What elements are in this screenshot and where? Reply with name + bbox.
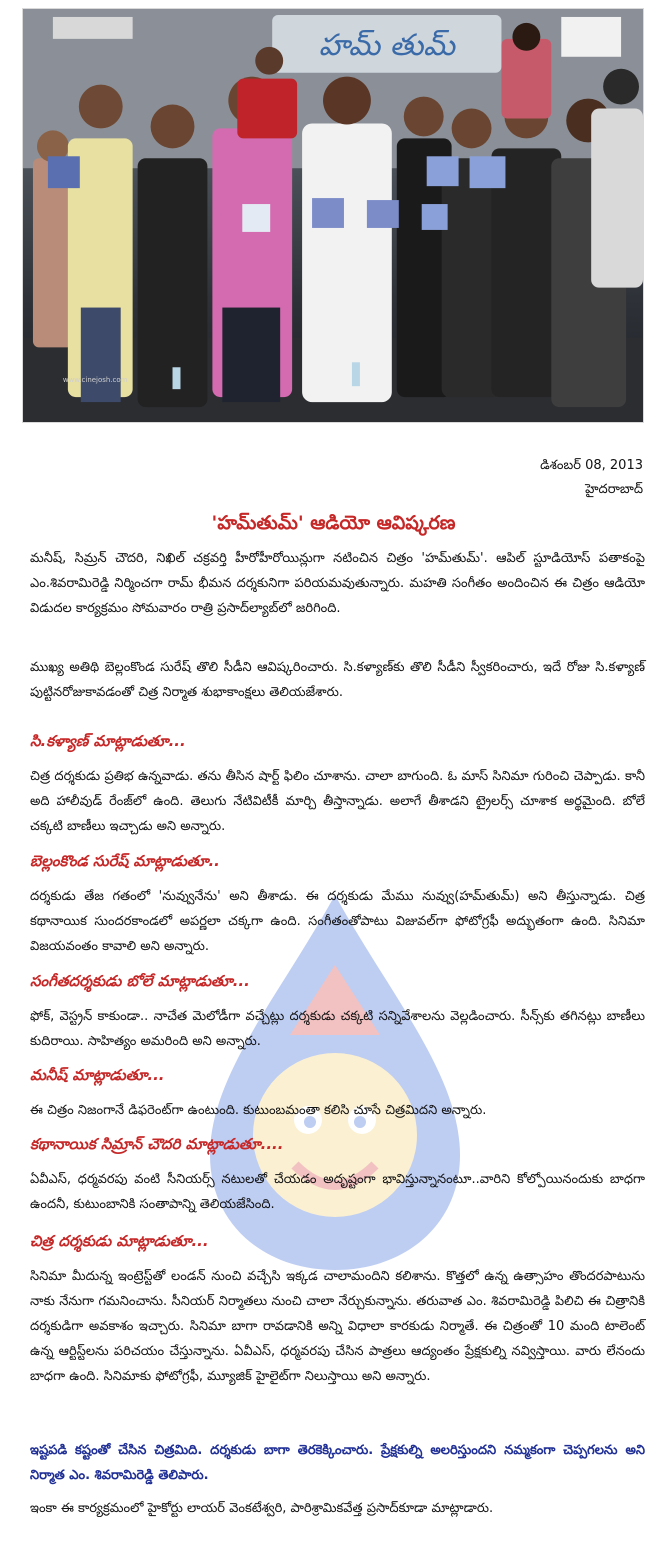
photo-watermark: www.cinejosh.com (62, 376, 128, 385)
banner-title: హమ్ తుమ్ (318, 27, 455, 63)
section-text-heroine: ఏవీఎస్, ధర్మవరపు వంటి సీనియర్స్ నటులతో చేయడం అదృష్టంగా భావిస్తున్నానంటూ..వారిని కోల్పోయినందుకు బాధగా ఉందనీ, కుటుంబానికి సంతాపాన్ని తెలియజేసింది. (30, 1172, 645, 1212)
section-text-c-kalyan: చిత్ర దర్శకుడు ప్రతిభ ఉన్నవాడు. తను తీసిన షార్ట్ ఫిలిం చూశాను. చాలా బాగుంది. ఓ మాస్ సినిమా గురించి చెప్పాడు. కానీ అది హాలీవుడ్ రేంజ్‌లో ఉంది. తెలుగు నేటివిటీకీ మార్చి తీస్తాన్నాడు. అలాగే తీశాడని ట్రైలర్స్ చూశాక అర్థమైంది. బోలే చక్కటి బాణీలు ఇచ్చాడు అని అన్నారు. (30, 769, 645, 834)
logo-badge (561, 17, 621, 57)
section-text-music-director: ఫోక్, వెస్ట్రన్ కాకుండా.. నాచేత మెలోడీగా వచ్చేట్లు దర్శకుడు చక్కటి సన్నివేశాలను వెల్లడించారు. సీన్స్‌కు తగినట్లు బాణీలు కుదిరాయి. సాహిత్యం అమరింది అని అన్నారు. (30, 1009, 645, 1049)
section-text-manish: ఈ చిత్రం నిజంగానే డిఫరెంట్‌గా ఉంటుంది. కుటుంబమంతా కలిసి చూసే చిత్రమిదని అన్నారు. (30, 1103, 487, 1118)
producer-closing-remarks: ఇష్టపడి కష్టంతో చేసిన చిత్రమిది. దర్శకుడు బాగా తెరకెక్కించారు. ప్రేక్షకుల్ని అలరిస్తుందని నమ్మకంగా చెప్పగలను అని నిర్మాత ఎం. శివరామిరెడ్డి తెలిపారు. (30, 1443, 645, 1483)
sponsor-logo (53, 17, 133, 39)
section-text-bellamkonda: దర్శకుడు తేజ గతంలో 'నువ్వునేను' అని తీశాడు. ఈ దర్శకుడు మేము నువ్వు(హమ్‌తుమ్) అని తీస్తున్నాడు. చిత్ర కథానాయిక సుందరకాండలో అపర్ణలా చక్కగా ఉంది. సంగీతంతోపాటు విజువల్‌గా ఫోటోగ్రఫీ అద్భుతంగా ఉంది. సినిమా విజయవంతం కావాలి అని అన్నారు. (30, 889, 645, 954)
event-photo (22, 8, 644, 423)
section-heading-bellamkonda: బెల్లంకొండ సురేష్ మాట్లాడుతూ.. (30, 852, 220, 870)
water-bottle (173, 367, 181, 389)
section-heading-director: చిత్ర దర్శకుడు మాట్లాడుతూ... (30, 1232, 209, 1250)
intro-paragraph-1: మనీష్, సిమ్రన్ చౌదరి, నిఖిల్ చక్రవర్తి హీరోహీరోయిన్లుగా నటించిన చిత్రం 'హమ్‌తుమ్'. ఆపిల్ స్టూడియోస్ పతాకంపై ఎం.శివరామిరెడ్డి నిర్మించగా రామ్ భీమన దర్శకునిగా పరియమవుతున్నారు. మహతి సంగీతం అందించిన ఈ చిత్రం ఆడియో విడుదల కార్యక్రమం సోమవారం రాత్రి ప్రసాద్‌ల్యాబ్‌లో జరిగింది. (30, 551, 645, 616)
article-place: హైదరాబాద్ (585, 482, 643, 497)
section-text-director: సినిమా మీదున్న ఇంట్రెస్ట్‌తో లండన్ నుంచి వచ్చేసి ఇక్కడ చాలామందిని కలిశాను. కొత్తలో ఉన్న ఉత్సాహం తొందరపాటును నాకు నేనుగా గమనించాను. సీనియర్ నిర్మాతలు నుంచి చాలా నేర్చుకున్నాను. తరువాత ఎం. శివరామిరెడ్డి పిలిచి ఈ చిత్రానికి దర్శకుడిగా అవకాశం ఇచ్చారు. సినిమా బాగా రావడానికి అన్ని విధాలా కారకుడు నిర్మాతే. ఈ చిత్రంతో 10 మంది టాలెంట్ ఉన్న ఆర్టిస్ట్‌లను పరిచయం చేస్తున్నాను. ఏవీఎస్, ధర్మవరపు చేసిన పాత్రలు ఆద్యంతం ప్రేక్షకుల్ని నవ్విస్తాయి. వారు లేనందు బాధగా ఉంది. సినిమాకు ఫోటోగ్రఫీ, మ్యూజిక్ హైలైట్‌గా నిలుస్తాయి అని అన్నారు. (30, 1269, 645, 1384)
section-heading-heroine: కథానాయిక సిమ్రాన్ చౌదరి మాట్లాడుతూ.... (30, 1135, 284, 1153)
event-photo-illustration (23, 9, 643, 422)
water-bottle (352, 362, 360, 386)
article-date: డిశంబర్ 08, 2013 (540, 458, 643, 473)
section-heading-manish: మనీష్ మాట్లాడుతూ... (30, 1066, 165, 1084)
section-heading-music-director: సంగీతదర్శకుడు బోలే మాట్లాడుతూ... (30, 972, 250, 990)
intro-paragraph-2: ముఖ్య అతిథి బెల్లంకొండ సురేష్ తొలి సీడీని ఆవిష్కరించారు. సి.కళ్యాణ్‌కు తొలి సీడీని స్వీకరించారు, ఇదే రోజు సి.కళ్యాణ్ పుట్టినరోజుకావడంతో చిత్ర నిర్మాత శుభాకాంక్షలు తెలియజేశారు. (30, 660, 645, 700)
footer-paragraph: ఇంకా ఈ కార్యక్రమంలో హైకోర్టు లాయర్ వెంకటేశ్వరి, పారిశ్రామికవేత్త ప్రసాద్‌కూడా మాట్లాడారు. (30, 1501, 494, 1516)
section-heading-c-kalyan: సి.కళ్యాణ్ మాట్లాడుతూ... (30, 732, 186, 750)
article-title: 'హమ్‌తుమ్' ఆడియో ఆవిష్కరణ (211, 512, 456, 534)
